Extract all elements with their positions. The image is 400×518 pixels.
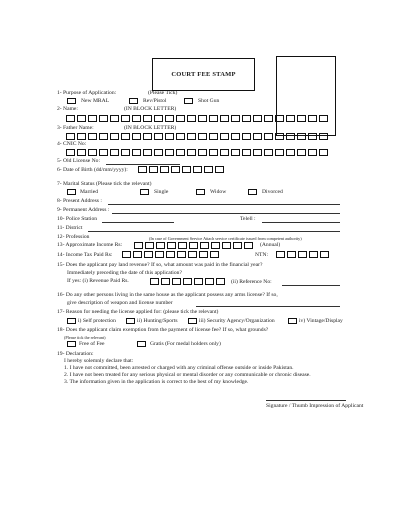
- police-station-line[interactable]: [102, 222, 174, 223]
- q4-label: 4- CNIC No:: [57, 141, 87, 147]
- father-name-boxes[interactable]: [66, 133, 330, 140]
- q15-label: 15- Does the applicant pay land revenue? If so, what amount was paid in the financial year?: [57, 262, 263, 268]
- q1-option-gun: Shot Gun: [198, 98, 220, 104]
- name-boxes[interactable]: [66, 115, 330, 122]
- court-fee-stamp-label: COURT FEE STAMP: [171, 71, 236, 78]
- cnic-boxes[interactable]: [66, 149, 330, 156]
- reference-label: (ii) Reference No:: [231, 279, 272, 285]
- q1-option-rev: Rev/Pistol: [143, 98, 167, 104]
- self-protection-label: i) Self protection: [78, 318, 116, 324]
- q1-new-checkbox[interactable]: [67, 98, 76, 104]
- q7-label: 7- Marital Status (Please tick the relevant): [57, 181, 152, 187]
- tel-line[interactable]: [262, 222, 340, 223]
- q13-label: 13- Approximate Income Rs:: [57, 242, 123, 248]
- permanent-address-line[interactable]: [112, 213, 340, 214]
- declaration-item-3: 3. The information given in the application is correct to the best of my knowledge.: [64, 379, 249, 385]
- q19-label: 19- Declaration:: [57, 351, 94, 357]
- self-protection-checkbox[interactable]: [67, 318, 76, 324]
- married-checkbox[interactable]: [67, 189, 76, 195]
- district-line[interactable]: [88, 231, 340, 232]
- court-fee-stamp-box: [152, 58, 255, 91]
- q6-label: 6- Date of Birth (dd/mm/yyyy):: [57, 167, 128, 173]
- gratis-label: Gratis (For medal holders only): [150, 341, 221, 347]
- q16-line2: give description of weapon and license number: [67, 300, 173, 306]
- q10-label: 10- Police Station: [57, 216, 98, 222]
- married-label: Married: [80, 189, 99, 195]
- income-boxes[interactable]: [134, 242, 255, 249]
- ntn-label: NTN:: [255, 252, 269, 258]
- q1-gun-checkbox[interactable]: [184, 98, 193, 104]
- q15-line2: Immediately preceding the date of this application?: [67, 270, 182, 276]
- reference-line[interactable]: [282, 285, 340, 286]
- vintage-label: iv) Vintage/Display: [299, 318, 343, 324]
- q18-label: 18- Does the applicant claim exemption from the payment of license fee? If so, what grounds?: [57, 327, 269, 333]
- signature-label: Signature / Thumb Impression of Applicant: [266, 403, 364, 409]
- q11-label: 11- District: [57, 225, 83, 231]
- gratis-checkbox[interactable]: [137, 341, 146, 347]
- vintage-checkbox[interactable]: [288, 318, 297, 324]
- single-checkbox[interactable]: [140, 189, 149, 195]
- q18-hint: (Please tick the relevant): [64, 335, 106, 340]
- q1-option-new: New MRAL: [81, 98, 110, 104]
- q17-label: 17- Reason for needing the license applied for: (please tick the relevant): [57, 309, 219, 315]
- security-agency-checkbox[interactable]: [188, 318, 197, 324]
- ntn-boxes[interactable]: [276, 251, 331, 258]
- q16-answer-line[interactable]: [196, 306, 340, 307]
- signature-line[interactable]: [266, 400, 346, 401]
- q12-label: 12- Profession: [57, 234, 90, 240]
- declaration-item-1: 1. I have not committed, been arrested or charged with any criminal offense outside or inside Pakistan.: [64, 365, 294, 371]
- q5-label: 5- Old License No:: [57, 158, 101, 164]
- q13-suffix: (Annual): [260, 242, 281, 248]
- q8-label: 8- Present Address :: [57, 198, 102, 204]
- q1-label: 1- Purpose of Application:: [57, 90, 117, 96]
- q1-rev-checkbox[interactable]: [129, 98, 138, 104]
- q14-label: 14- Income Tax Paid Rs:: [57, 252, 113, 258]
- q15-line3: If yes: (i) Revenue Paid Rs.: [67, 278, 129, 284]
- q3-hint: (IN BLOCK LETTER): [124, 125, 177, 131]
- widow-checkbox[interactable]: [196, 189, 205, 195]
- q9-label: 9- Permanent Address :: [57, 207, 110, 213]
- photo-box: [276, 56, 336, 136]
- dob-boxes[interactable]: [138, 166, 226, 173]
- free-of-fee-label: Free of Fee: [79, 341, 105, 347]
- divorced-checkbox[interactable]: [248, 189, 257, 195]
- q2-label: 2- Name:: [57, 106, 78, 112]
- security-agency-label: iii) Security Agency/Organization: [199, 318, 275, 324]
- declaration-item-2: 2. I have not been treated for any serious physical or mental disorder or any communicable or chronic disease.: [64, 372, 311, 378]
- hunting-checkbox[interactable]: [126, 318, 135, 324]
- tel-label: Telell :: [240, 216, 256, 222]
- single-label: Single: [154, 189, 169, 195]
- income-tax-boxes[interactable]: [122, 251, 221, 258]
- hunting-label: ii) Hunting/Sports: [137, 318, 178, 324]
- q16-line1: 16- Do any other persons living in the same house as the applicant possess any arms license? If so,: [57, 292, 278, 298]
- q2-hint: (IN BLOCK LETTER): [124, 106, 177, 112]
- divorced-label: Divorced: [262, 189, 283, 195]
- q12-note: (In case of Government Service Attach service certificate issued from competent authority): [149, 236, 302, 241]
- q3-label: 3- Father Name:: [57, 125, 94, 131]
- old-license-line[interactable]: [106, 164, 180, 165]
- widow-label: Widow: [210, 189, 227, 195]
- declaration-intro: I hereby solemnly declare that:: [64, 358, 134, 364]
- q1-hint: (Please Tick): [148, 90, 178, 96]
- revenue-boxes[interactable]: [150, 278, 227, 285]
- free-of-fee-checkbox[interactable]: [67, 341, 76, 347]
- present-address-line[interactable]: [108, 204, 340, 205]
